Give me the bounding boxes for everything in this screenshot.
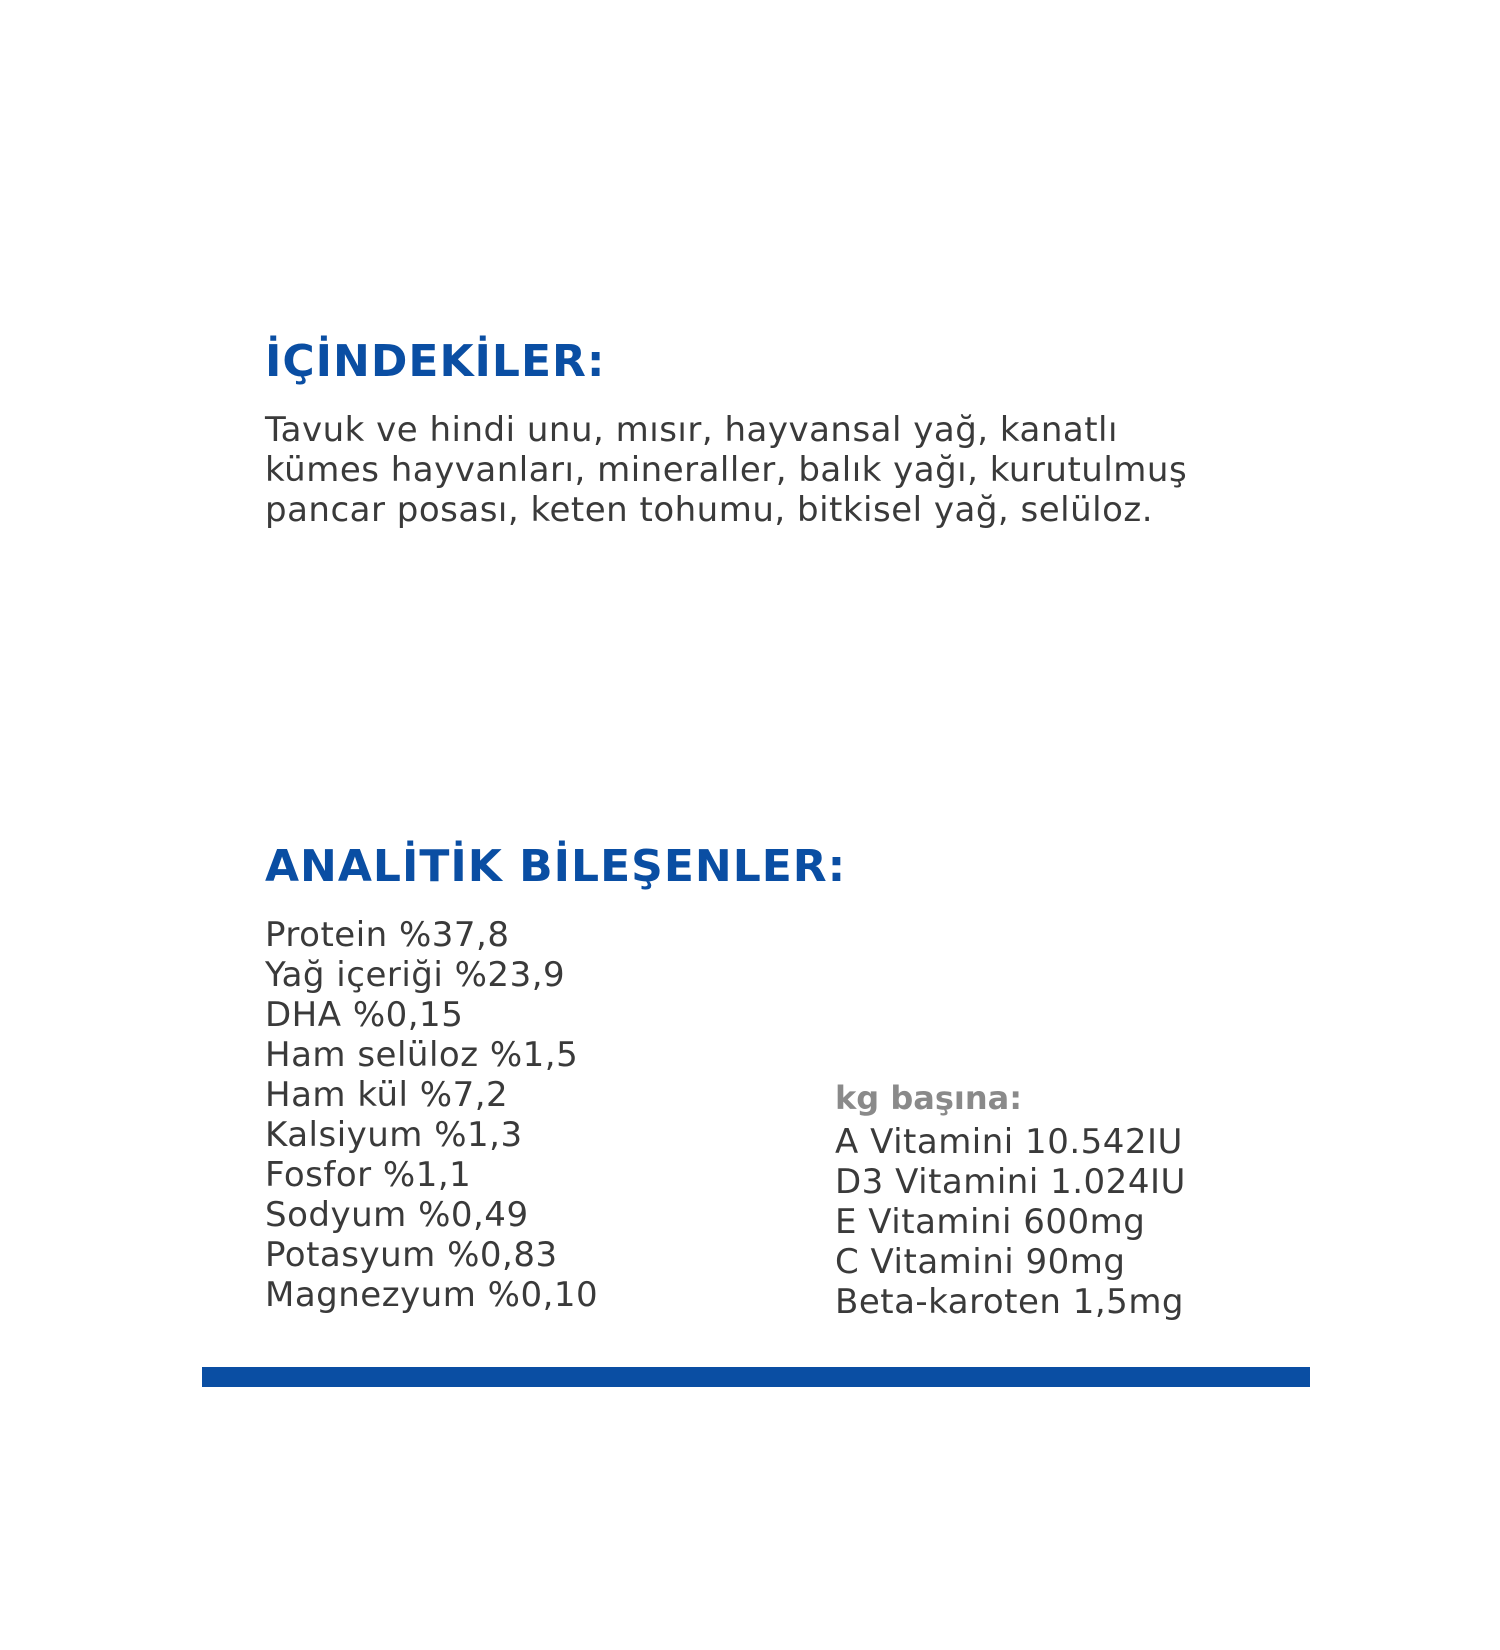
analytic-item: Yağ içeriği %23,9 xyxy=(265,955,566,995)
vitamin-item: A Vitamini 10.542IU xyxy=(835,1122,1183,1162)
analytic-item: Potasyum %0,83 xyxy=(265,1235,558,1275)
vitamin-item: C Vitamini 90mg xyxy=(835,1242,1126,1282)
ingredients-line: kümes hayvanları, mineraller, balık yağı, kurutulmuş xyxy=(265,450,1188,490)
vitamin-item: D3 Vitamini 1.024IU xyxy=(835,1162,1186,1202)
analytic-item: Ham kül %7,2 xyxy=(265,1075,509,1115)
ingredients-text xyxy=(265,410,1265,530)
bottom-accent-bar xyxy=(202,1367,1310,1387)
ingredients-line: Tavuk ve hindi unu, mısır, hayvansal yağ, kanatlı xyxy=(265,410,1118,450)
ingredients-line: pancar posası, keten tohumu, bitkisel yağ, selüloz. xyxy=(265,490,1154,530)
analytic-item: Magnezyum %0,10 xyxy=(265,1275,599,1315)
vitamin-list xyxy=(835,1122,1186,1322)
ingredients-heading: İÇİNDEKİLER: xyxy=(265,336,606,387)
analytic-item: Kalsiyum %1,3 xyxy=(265,1115,523,1155)
analytic-components-heading: ANALİTİK BİLEŞENLER: xyxy=(265,841,847,892)
per-kg-label: kg başına: xyxy=(835,1079,1023,1117)
analytic-item: Protein %37,8 xyxy=(265,915,510,955)
vitamin-item: E Vitamini 600mg xyxy=(835,1202,1146,1242)
analytic-item: Sodyum %0,49 xyxy=(265,1195,529,1235)
vitamin-item: Beta-karoten 1,5mg xyxy=(835,1282,1185,1322)
analytic-item: Ham selüloz %1,5 xyxy=(265,1035,579,1075)
analytic-components-list xyxy=(265,915,598,1315)
analytic-item: Fosfor %1,1 xyxy=(265,1155,472,1195)
analytic-item: DHA %0,15 xyxy=(265,995,464,1035)
